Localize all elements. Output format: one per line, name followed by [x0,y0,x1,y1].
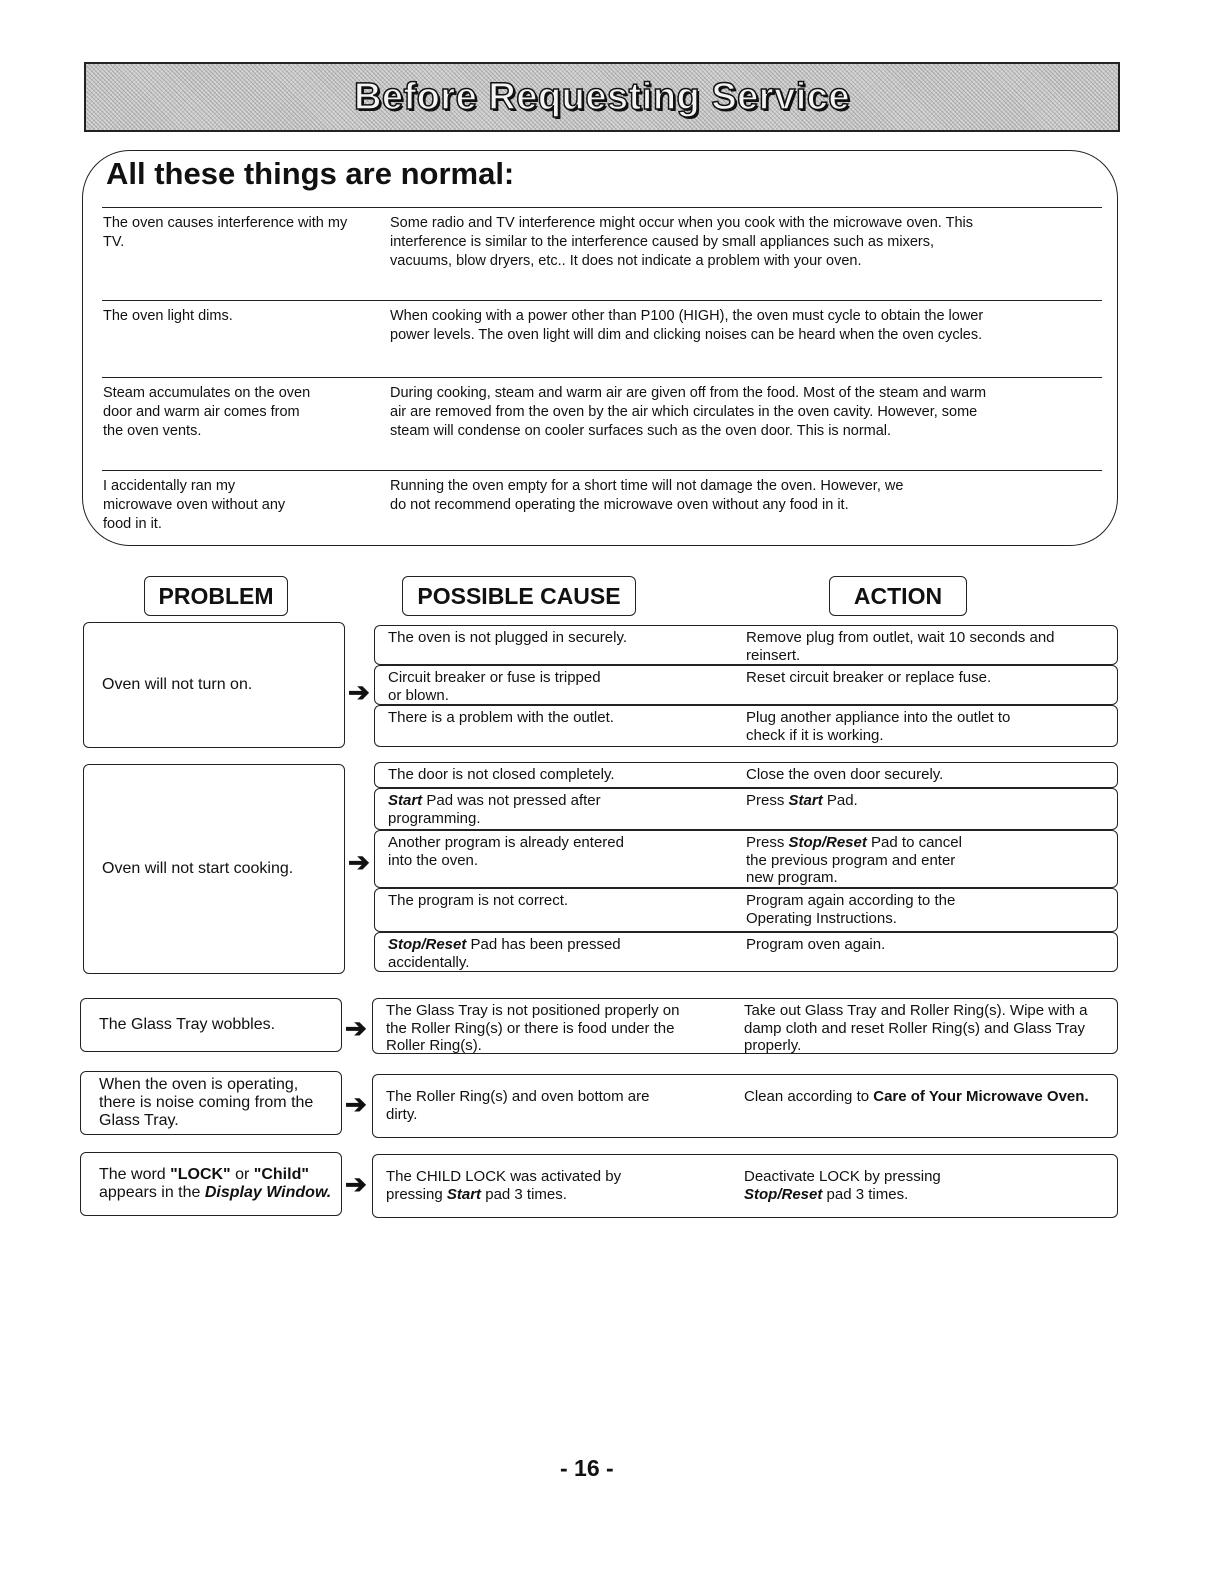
cause-row [372,998,1118,1054]
action-text: Take out Glass Tray and Roller Ring(s). Wipe with a damp cloth and reset Roller Ring(s) and Glass Tray properly. [744,1002,1088,1054]
cause-text: Another program is already entered into the oven. [388,834,624,869]
action-text-post: Pad to cancel the previous program and enter new program. [746,834,962,886]
problem-box [80,1152,342,1216]
problem-label: When the oven is operating, there is noise coming from the Glass Tray. [99,1076,314,1129]
arrow-icon: ➔ [348,677,370,707]
page-number: - 16 - [560,1455,614,1481]
normal-question: The oven causes interference with my TV. [103,215,348,250]
action-text-pre: Deactivate LOCK by pressing [744,1168,941,1185]
normal-question: The oven light dims. [103,308,233,324]
cause-text: The oven is not plugged in securely. [388,629,628,646]
stop-reset-pad-label: Stop/Reset [388,936,467,953]
action-text: Plug another appliance into the outlet to check if it is working. [746,709,1011,744]
arrow-icon: ➔ [345,1013,367,1043]
action-text: Reset circuit breaker or replace fuse. [746,669,992,686]
action-text: Remove plug from outlet, wait 10 seconds and reinsert. [746,629,1055,664]
cause-text [388,936,678,971]
page-banner [84,62,1120,132]
page-title: Before Requesting Service [353,75,851,118]
action-text [746,792,1106,810]
action-text: Program again according to the Operating Instructions. [746,892,956,927]
header-problem: PROBLEM [144,576,288,616]
action-text [746,834,986,887]
header-action: ACTION [829,576,967,616]
problem-box [80,1071,342,1135]
display-window-label: Display Window [204,1184,327,1201]
action-text-pre: Clean according to [744,1088,874,1105]
cause-row [374,705,1118,747]
problem-label: Oven will not start cooking. [102,860,294,877]
normal-question: Steam accumulates on the oven door and warm air comes from the oven vents. [103,385,311,439]
care-reference: Care of Your Microwave Oven [873,1088,1085,1105]
problem-box [83,622,345,748]
cause-text: The Roller Ring(s) and oven bottom are dirty. [386,1088,650,1123]
cause-row [374,665,1118,705]
normal-row [102,470,1102,535]
cause-text: The door is not closed completely. [388,766,615,783]
normal-row [102,300,1102,367]
cause-row [374,830,1118,888]
cause-row [372,1074,1118,1138]
start-pad-label: Start [788,792,823,809]
action-text: Close the oven door securely. [746,766,944,783]
normal-row [102,377,1102,462]
problem-label: The Glass Tray wobbles. [99,1016,276,1033]
cause-row [374,888,1118,932]
cause-text: The program is not correct. [388,892,569,909]
cause-row [372,1154,1118,1218]
action-text-post: . [1084,1088,1089,1105]
problem-box [80,998,342,1052]
cause-text-rest: Pad has been pressed accidentally. [388,936,621,971]
cause-row [374,932,1118,972]
arrow-icon: ➔ [345,1169,367,1199]
action-text [744,1168,994,1203]
cause-text: Circuit breaker or fuse is tripped or blown. [388,669,601,704]
start-pad-label: Start [388,792,423,809]
start-pad-label: Start [446,1185,482,1203]
normal-answer: During cooking, steam and warm air are given off from the food. Most of the steam and warm air are removed from the oven by the air which circulates in the oven cavity. However, some steam will condense on cooler surfaces such as the oven door. This is normal. [390,385,987,439]
problem-label-post: . [326,1184,332,1201]
child-word: "Child" [253,1166,309,1183]
problem-box [83,764,345,974]
arrow-icon: ➔ [345,1089,367,1119]
cause-row [374,762,1118,788]
action-text [744,1088,1094,1106]
action-text: Program oven again. [746,936,886,953]
problem-label-mid: or [230,1166,254,1183]
problem-label: Oven will not turn on. [102,676,253,693]
lock-word: "LOCK" [170,1166,231,1183]
action-text-pre: Press [746,792,789,809]
stop-reset-pad-label: Stop/Reset [788,834,867,851]
cause-text [388,792,658,827]
problem-label-pre: The word [99,1166,171,1183]
cause-text-rest: Pad was not pressed after programming. [388,792,601,827]
normal-answer: Some radio and TV interference might occur when you cook with the microwave oven. This interference is similar to the interference caused by small appliances such as mixers, vacuums, blow dryers, etc.. It does not indicate a problem with your oven. [390,215,973,269]
cause-text [386,1168,646,1203]
normal-row [102,207,1102,292]
normal-question: I accidentally ran my microwave oven without any food in it. [103,478,286,532]
stop-reset-pad-label: Stop/Reset [744,1185,823,1203]
cause-row [374,625,1118,665]
action-text-pre: Press [746,834,789,851]
action-text-post: Pad. [822,792,858,809]
action-text-post: pad 3 times. [822,1185,909,1203]
cause-text: There is a problem with the outlet. [388,709,614,726]
header-possible-cause: POSSIBLE CAUSE [402,576,636,616]
normal-answer: When cooking with a power other than P100 (HIGH), the oven must cycle to obtain the lower power levels. The oven light will dim and clicking noises can be heard when the oven cycles. [390,308,984,343]
problem-label-mid2: appears in the [99,1184,205,1201]
cause-row [374,788,1118,830]
cause-text-post: pad 3 times. [481,1185,567,1203]
arrow-icon: ➔ [348,847,370,877]
normal-heading: All these things are normal: [106,156,515,191]
problem-label [99,1166,334,1202]
normal-answer: Running the oven empty for a short time will not damage the oven. However, we do not recommend operating the microwave oven without any food in it. [390,478,904,513]
cause-text: The Glass Tray is not positioned properly on the Roller Ring(s) or there is food under the Roller Ring(s). [386,1002,680,1054]
cause-text-pre: The CHILD LOCK was activated by pressing [386,1168,622,1203]
